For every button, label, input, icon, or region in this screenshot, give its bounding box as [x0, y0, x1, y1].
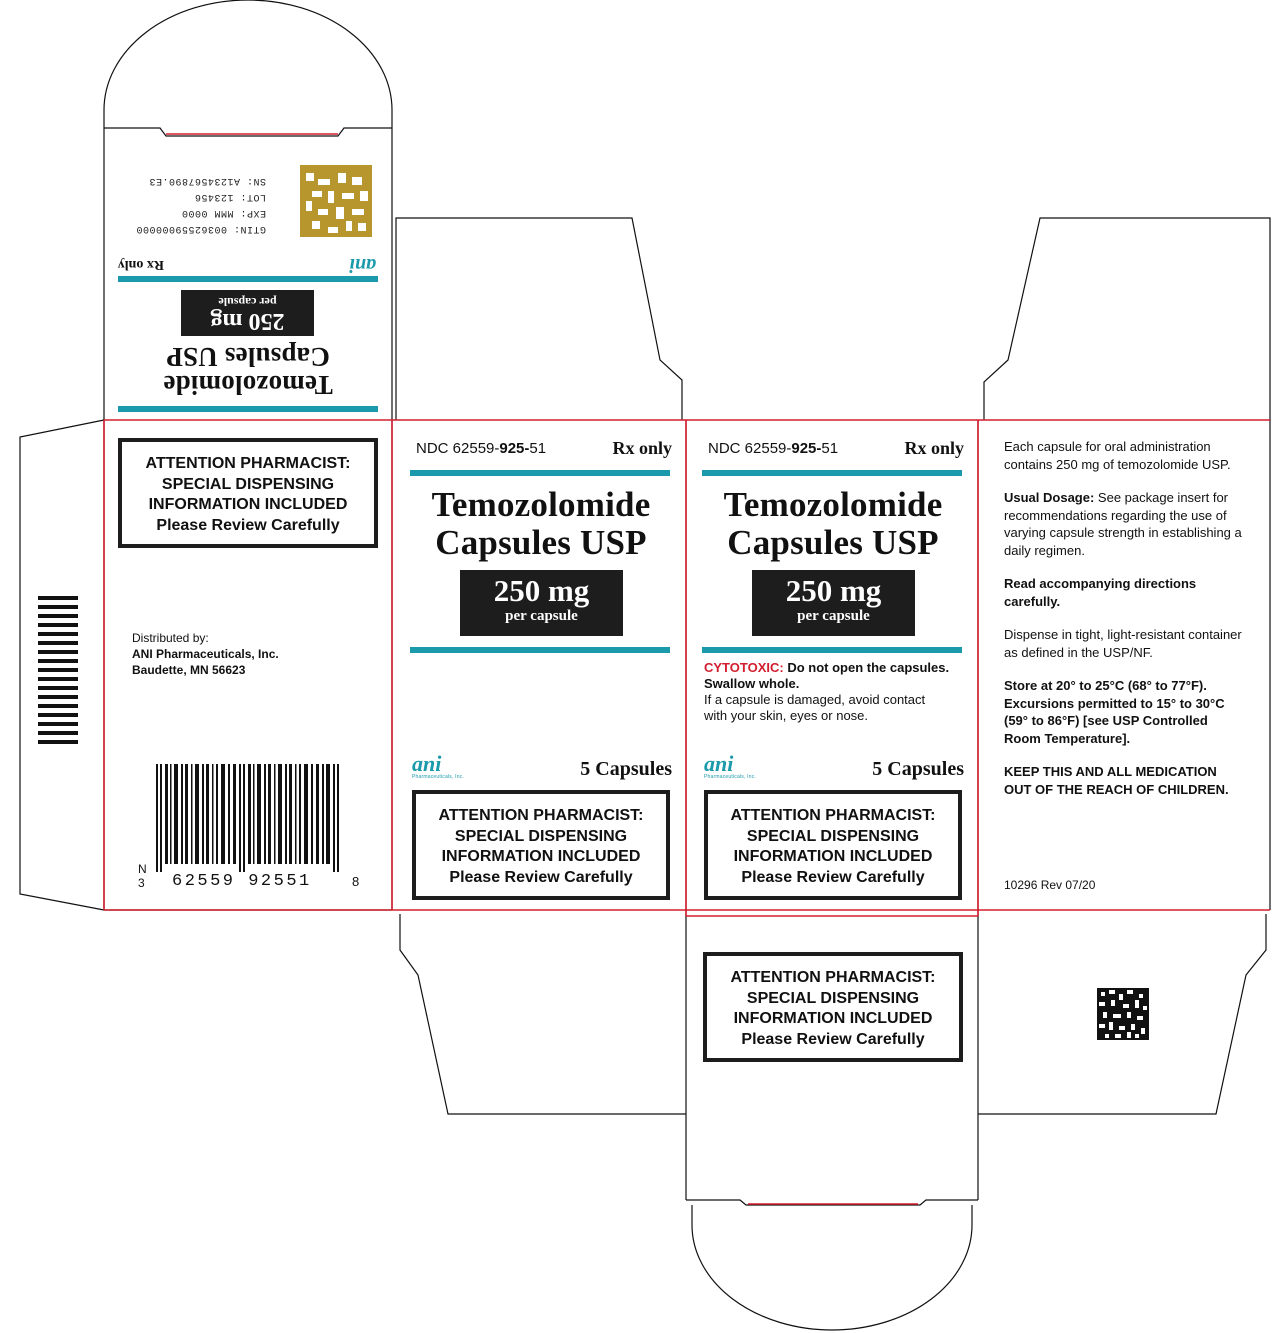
attention-line1: ATTENTION PHARMACIST: [145, 455, 351, 472]
distributor-block [132, 630, 279, 678]
attention-line4: Please Review Carefully [156, 516, 340, 534]
attention-box-front2 [704, 790, 962, 900]
top-flap [112, 150, 384, 412]
ndc-row [702, 438, 964, 462]
top-flap-rx: Rx only [117, 257, 164, 272]
attention-line3: INFORMATION INCLUDED [148, 496, 348, 513]
top-flap-strength: 250 mg [210, 308, 285, 334]
product-title-line1: Temozolomide [723, 485, 943, 524]
teal-rule [702, 647, 962, 653]
ndc-row [410, 438, 672, 462]
product-title-line1: Temozolomide [431, 485, 651, 524]
distributor-company: ANI Pharmaceuticals, Inc. [132, 647, 279, 661]
attention-line3: INFORMATION INCLUDED [733, 1010, 933, 1027]
attention-box-bottom-flap [703, 952, 963, 1062]
ani-logo: ani Pharmaceuticals, Inc. [704, 751, 756, 780]
top-flap-title-line1: Temozolomide [163, 370, 333, 400]
attention-box-front1 [412, 790, 670, 900]
teal-rule [702, 470, 962, 476]
attention-line4: Please Review Carefully [449, 868, 633, 886]
dispense-text: Dispense in tight, light-resistant container as defined in the USP/NF. [1004, 627, 1242, 660]
read-directions: Read accompanying directions carefully. [1004, 576, 1197, 609]
top-flap-per-capsule: per capsule [218, 295, 277, 309]
front-panel-1 [410, 438, 672, 908]
barcode-3: 3 [138, 876, 145, 890]
teal-rule [118, 406, 378, 412]
ani-logo: ani Pharmaceuticals, Inc. [412, 751, 464, 780]
attention-box-left [118, 438, 378, 548]
strength-box [752, 570, 915, 636]
per-capsule: per capsule [797, 608, 870, 624]
attention-line2: SPECIAL DISPENSING [454, 827, 628, 845]
top-flap-serial-gtin: GTIN: 00362559000000 [135, 223, 266, 234]
attention-line4: Please Review Carefully [741, 868, 925, 886]
capsule-count: 5 Capsules [580, 758, 672, 780]
product-title-line2: Capsules USP [727, 523, 939, 562]
keep-away-warning: KEEP THIS AND ALL MEDICATION OUT OF THE REACH OF CHILDREN. [1004, 764, 1229, 797]
product-title-line2: Capsules USP [435, 523, 647, 562]
distributor-address: Baudette, MN 56623 [132, 663, 246, 677]
gold-datamatrix-icon [300, 165, 372, 237]
barcode-n: N [138, 862, 147, 876]
cytotoxic-bold2: Swallow whole. [704, 676, 800, 691]
cytotoxic-line4: with your skin, eyes or nose. [704, 708, 869, 723]
ndc-number: NDC 62559-925-51 [416, 440, 547, 457]
top-flap-title-line2: Capsules USP [166, 342, 330, 372]
top-flap-serial-lot: LOT: 123456 [194, 191, 266, 202]
distributed-by-label: Distributed by: [132, 631, 209, 645]
revision-code: 10296 Rev 07/20 [1004, 878, 1096, 892]
attention-line2: SPECIAL DISPENSING [746, 827, 920, 845]
top-flap-ani-logo: ani [349, 254, 376, 276]
dosage-text: Usual Dosage: See package insert for recommendations regarding the use of varying capsule strength in establishing a daily regimen. [1004, 490, 1242, 558]
attention-line4: Please Review Carefully [741, 1030, 925, 1048]
upc-barcode-icon [156, 764, 346, 872]
barcode-check-digit: 8 [352, 874, 360, 889]
storage-text: Store at 20° to 25°C (68° to 77°F). Excursions permitted to 15° to 30°C (59° to 86°F) [see USP Controlled Room Temperature]. [1004, 678, 1225, 746]
rx-only: Rx only [904, 438, 964, 458]
teal-rule [410, 647, 670, 653]
attention-line3: INFORMATION INCLUDED [441, 848, 641, 865]
barcode-digits: 62559 92551 [172, 872, 312, 891]
rx-only: Rx only [612, 438, 672, 458]
strength-box [460, 570, 623, 636]
cytotoxic-bold1: Do not open the capsules. [783, 660, 950, 675]
cytotoxic-line3: If a capsule is damaged, avoid contact [704, 692, 926, 707]
per-capsule: per capsule [505, 608, 578, 624]
attention-line3: INFORMATION INCLUDED [733, 848, 933, 865]
front-panel-2 [702, 438, 964, 908]
ndc-number: NDC 62559-925-51 [708, 440, 839, 457]
strength-value: 250 mg [785, 573, 882, 608]
attention-line2: SPECIAL DISPENSING [161, 475, 335, 493]
attention-line1: ATTENTION PHARMACIST: [730, 969, 936, 986]
datamatrix-icon [1097, 988, 1149, 1040]
attention-line1: ATTENTION PHARMACIST: [438, 807, 644, 824]
side-panel-text [1004, 438, 1244, 814]
attention-line1: ATTENTION PHARMACIST: [730, 807, 936, 824]
top-flap-strength-box [181, 290, 314, 336]
top-flap-serial-sn: SN: A1234567890.E3 [148, 175, 266, 186]
capsule-count: 5 Capsules [872, 758, 964, 780]
cytotoxic-warning [704, 660, 966, 724]
attention-line2: SPECIAL DISPENSING [746, 989, 920, 1007]
composition-text: Each capsule for oral administration contains 250 mg of temozolomide USP. [1004, 439, 1231, 472]
teal-rule [118, 276, 378, 282]
cytotoxic-label: CYTOTOXIC: [704, 660, 784, 675]
teal-rule [410, 470, 670, 476]
strength-value: 250 mg [493, 573, 590, 608]
top-flap-serial-exp: EXP: MMM 0000 [181, 207, 266, 218]
